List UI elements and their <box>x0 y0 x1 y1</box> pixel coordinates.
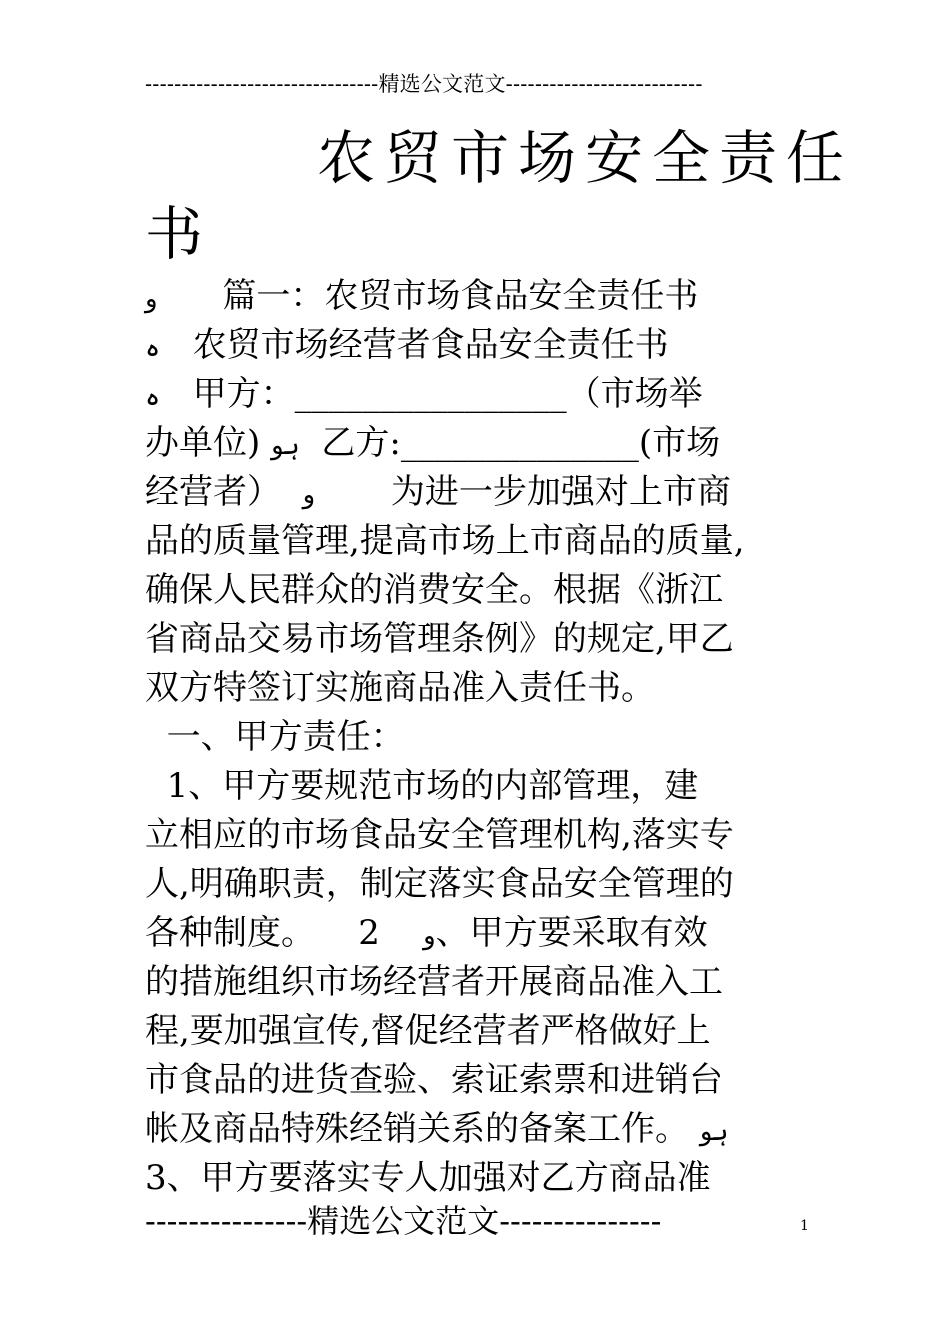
stray-glyph: و <box>302 480 316 510</box>
page-header: --------------------------------精选公文范文--------------------------- <box>145 72 703 96</box>
line-indent <box>160 374 192 414</box>
line-text: 市食品的进货查验、索证索票和进销台 <box>145 1060 723 1100</box>
title-line-1: 农贸市场安全责任 <box>317 124 854 192</box>
stray-glyph: و <box>423 921 436 951</box>
stray-glyph: و <box>145 284 158 314</box>
line-text: 人,明确职责，制定落实食品安全管理的 <box>145 864 734 904</box>
line-text: 3、甲方要落实专人加强对乙方商品准 <box>145 1158 711 1198</box>
line-indent <box>158 276 223 316</box>
stray-glyph: ہ <box>145 382 161 412</box>
body-line <box>145 909 815 958</box>
document-title <box>145 120 854 272</box>
line-text: 篇一：农贸市场食品安全责任书 <box>222 276 699 316</box>
body-line <box>145 517 815 566</box>
body-line <box>145 762 815 811</box>
body-line <box>145 1105 815 1154</box>
line-text: 甲方：________________（市场举 <box>192 374 703 414</box>
body-line <box>145 468 815 517</box>
line-text: 1、甲方要规范市场的内部管理，建 <box>145 766 699 806</box>
body-line <box>145 566 815 615</box>
line-text: 程,要加强宣传,督促经营者严格做好上 <box>145 1011 711 1051</box>
body-line <box>145 713 815 762</box>
body-line <box>145 1056 815 1105</box>
line-text: 、甲方要采取有效 <box>435 913 708 953</box>
line-text: 帐及商品特殊经销关系的备案工作。 <box>145 1109 700 1149</box>
line-text: 一、甲方责任： <box>145 717 405 757</box>
line-text: 经营者） <box>145 472 303 512</box>
body-line <box>145 615 815 664</box>
line-indent <box>160 325 192 365</box>
stray-glyph: ہ <box>145 333 161 363</box>
line-text: 各种制度。 2 <box>145 913 424 953</box>
line-text: 立相应的市场食品安全管理机构,落实专 <box>145 815 734 855</box>
stray-glyph: ہو <box>699 1117 729 1147</box>
line-text: 品的质量管理,提高市场上市商品的质量, <box>145 521 745 561</box>
body-line <box>145 419 815 468</box>
line-text: 乙方:______________(市场 <box>299 423 721 463</box>
line-text: 双方特签订实施商品准入责任书。 <box>145 668 655 708</box>
line-text: 农贸市场经营者食品安全责任书 <box>192 325 669 365</box>
body-line <box>145 664 815 713</box>
body-line <box>145 811 815 860</box>
page-footer: ---------------精选公文范文--------------- <box>145 1202 662 1240</box>
document-body <box>145 272 815 1203</box>
line-text: 确保人民群众的消费安全。根据《浙江 <box>145 570 723 610</box>
stray-glyph: ہو <box>271 431 300 461</box>
line-text: 的措施组织市场经营者开展商品准入工 <box>145 962 723 1002</box>
body-line <box>145 321 815 370</box>
line-text: 办单位) <box>145 423 272 463</box>
body-line <box>145 1007 815 1056</box>
body-line <box>145 860 815 909</box>
body-line <box>145 272 815 321</box>
title-line-2: 书 <box>145 200 204 268</box>
body-line <box>145 958 815 1007</box>
page-number: 1 <box>800 1218 809 1234</box>
line-text: 省商品交易市场管理条例》的规定,甲乙 <box>145 619 734 659</box>
line-text: 为进一步加强对上市商 <box>315 472 731 512</box>
body-line <box>145 370 815 419</box>
